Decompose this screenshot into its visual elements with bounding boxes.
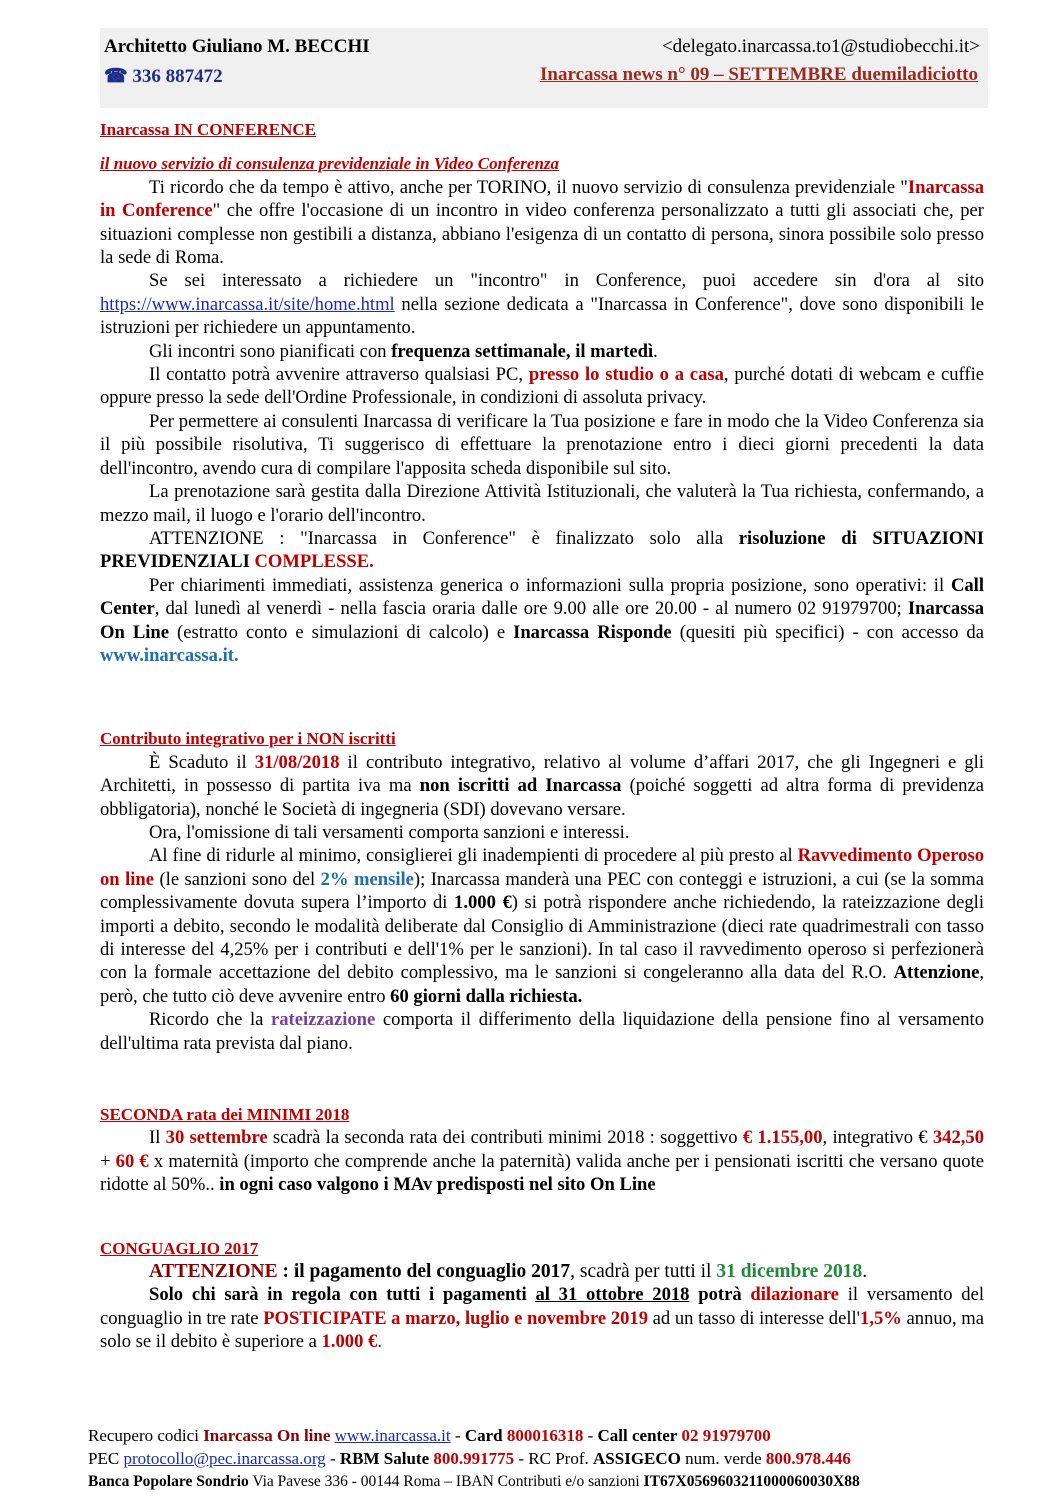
section-title: Inarcassa IN CONFERENCE (100, 120, 316, 139)
paragraph: Il contatto potrà avvenire attraverso qualsiasi PC, presso lo studio o a casa, purché dotati di webcam e cuffie oppure presso la sede dell'Ordine Professionale, in condizioni di assoluta privacy. (100, 364, 984, 409)
section-title: CONGUAGLIO 2017 (100, 1238, 259, 1258)
document-body (100, 118, 984, 1354)
section-title: Contributo integrativo per i NON iscritti (100, 729, 396, 749)
paragraph: Solo chi sarà in regola con tutti i pagamenti al 31 ottobre 2018 potrà dilazionare il versamento del conguaglio in tre rate POSTICIPATE a marzo, luglio e novembre 2019 ad un tasso di interesse dell'1,5% annuo, ma solo se il debito è superiore a 1.000 €. (100, 1284, 984, 1353)
email-address[interactable]: <delegato.inarcassa.to1@studiobecchi.it> (661, 36, 980, 57)
telephone-icon: ☎ (104, 66, 128, 87)
paragraph: ATTENZIONE : "Inarcassa in Conference" è finalizzato solo alla risoluzione di SITUAZIONI PREVIDENZIALI COMPLESSE. (100, 527, 984, 573)
footer-line-2: PEC protocollo@pec.inarcassa.org - RBM Salute 800.991775 - RC Prof. ASSIGECO num. verde 800.978.446 (88, 1449, 851, 1468)
section-inarcassa-conference (100, 118, 984, 667)
pec-link[interactable]: protocollo@pec.inarcassa.org (123, 1449, 326, 1468)
paragraph: Per permettere ai consulenti Inarcassa di verificare la Tua posizione e fare in modo che la Video Conferenza sia il più possibile risolutiva, Ti suggerisco di effettuare la prenotazione entro i dieci giorni precedenti la data dell'incontro, avendo cura di compilare l'apposita scheda disponibile sul sito. (100, 410, 984, 479)
issue-title: Inarcassa news n° 09 – SETTEMBRE duemiladiciotto (540, 64, 978, 85)
section-contributo-integrativo (100, 727, 984, 1055)
paragraph: Ricordo che la rateizzazione comporta il differimento della liquidazione della pensione fino al versamento dell'ultima rata prevista dal piano. (100, 1009, 984, 1054)
phone-line (104, 65, 223, 88)
footer (88, 1424, 984, 1493)
author-name: Architetto Giuliano M. BECCHI (104, 36, 370, 57)
inarcassa-site-link[interactable]: www.inarcassa.it. (100, 644, 239, 666)
paragraph: È Scaduto il 31/08/2018 il contributo integrativo, relativo al volume d’affari 2017, che gli Ingegneri e gli Architetti, in possesso di partita iva ma non iscritti ad Inarcassa (poiché soggetti ad altra forma di previdenza obbligatoria), nonché le Società di ingegneria (SDI) dovevano versare. (100, 751, 984, 820)
inarcassa-home-link[interactable]: https://www.inarcassa.it/site/home.html (100, 293, 395, 315)
paragraph: La prenotazione sarà gestita dalla Direzione Attività Istituzionali, che valuterà la Tua richiesta, confermando, a mezzo mail, il luogo e l'orario dell'incontro. (100, 481, 984, 526)
letterhead (100, 28, 988, 108)
paragraph: Gli incontri sono pianificati con frequenza settimanale, il martedì. (149, 340, 658, 362)
paragraph: Se sei interessato a richiedere un "incontro" in Conference, puoi accedere sin d'ora al sito https://www.inarcassa.it/site/home.html nella sezione dedicata a "Inarcassa in Conference", dove sono disponibili le istruzioni per richiedere un appuntamento. (100, 270, 984, 339)
paragraph: Ti ricordo che da tempo è attivo, anche per TORINO, il nuovo servizio di consulenza previdenziale "Inarcassa in Conference" che offre l'occasione di un incontro in video conferenza personalizzato a tutti gli associati che, per situazioni complesse non gestibili a distanza, abbiano l'esigenza di un contatto di persona, sinora possibile solo presso la sede di Roma. (100, 176, 984, 269)
paragraph: Al fine di ridurle al minimo, consiglierei gli inadempienti di procedere al più presto al Ravvedimento Operoso on line (le sanzioni sono del 2% mensile); Inarcassa manderà una PEC con conteggi e istruzioni, a cui (se la somma complessivamente dovuta supera l’importo di 1.000 €) si potrà rispondere anche richiedendo, la rateizzazione degli importi a debito, secondo le modalità deliberate dal Consiglio di Amministrazione (dieci rate quadrimestrali con tasso di interesse del 4,25% per i contributi e dell'1% per le sanzioni). In tal caso il ravvedimento operoso si perfezionerà con la formale accettazione del debito complessivo, ma le sanzioni si congeleranno alla data del R.O. Attenzione, però, che tutto ciò deve avvenire entro 60 giorni dalla richiesta. (100, 845, 984, 1007)
section-subtitle: il nuovo servizio di consulenza previdenziale in Video Conferenza (100, 154, 560, 174)
section-seconda-rata (100, 1103, 984, 1197)
paragraph: Il 30 settembre scadrà la seconda rata dei contributi minimi 2018 : soggettivo € 1.155,00, integrativo € 342,50 + 60 € x maternità (importo che comprende anche la paternità) valida anche per i pensionati iscritti che versano quote ridotte al 50%.. in ogni caso valgono i MAv predisposti nel sito On Line (100, 1127, 984, 1196)
paragraph: Per chiarimenti immediati, assistenza generica o informazioni sulla propria posizione, sono operativi: il Call Center, dal lunedì al venerdì - nella fascia oraria dalle ore 9.00 alle ore 20.00 - al numero 02 91979700; Inarcassa On Line (estratto conto e simulazioni di calcolo) e Inarcassa Risponde (quesiti più specifici) - con accesso da www.inarcassa.it. (100, 574, 984, 666)
section-title: SECONDA rata dei MINIMI 2018 (100, 1105, 350, 1125)
footer-line-3: Banca Popolare Sondrio Via Pavese 336 - 00144 Roma – IBAN Contributi e/o sanzioni IT67X0569603211000060030X88 (88, 1473, 860, 1490)
phone-number: 336 887472 (132, 66, 223, 87)
footer-line-1: Recupero codici Inarcassa On line www.inarcassa.it - Card 800016318 - Call center 02 91979700 (88, 1426, 771, 1445)
footer-site-link[interactable]: www.inarcassa.it (334, 1426, 451, 1445)
paragraph: ATTENZIONE : il pagamento del conguaglio 2017, scadrà per tutti il 31 dicembre 2018. (149, 1261, 868, 1283)
paragraph: Ora, l'omissione di tali versamenti comporta sanzioni e interessi. (149, 821, 630, 843)
section-conguaglio (100, 1237, 984, 1354)
